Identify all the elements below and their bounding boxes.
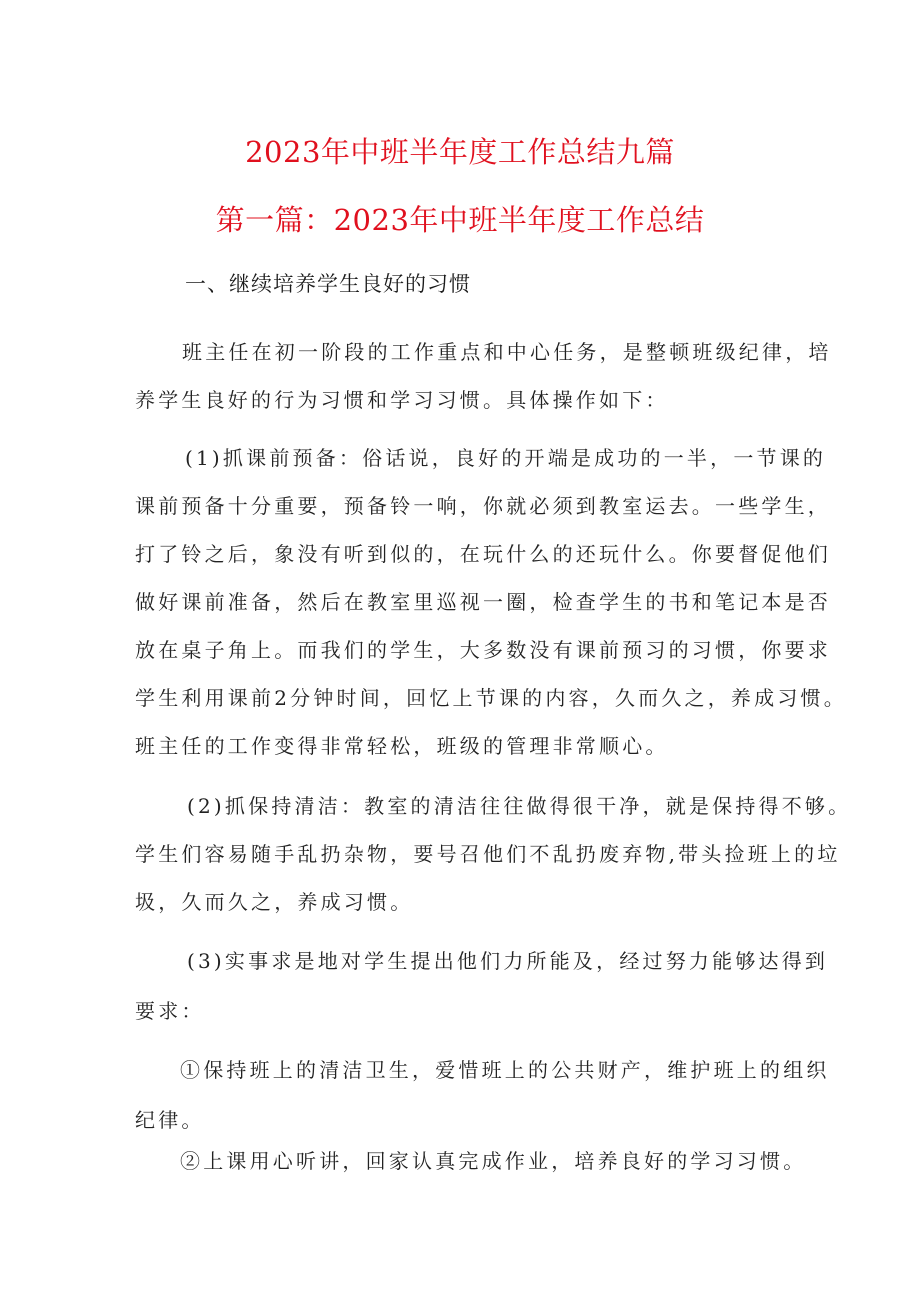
paragraph-line: 班主任的工作变得非常轻松，班级的管理非常顺心。 bbox=[135, 734, 669, 758]
paragraph-line: 纪律。 bbox=[135, 1108, 205, 1132]
paragraph-line: (3)实事求是地对学生提出他们力所能及，经过努力能够达得到 bbox=[187, 949, 829, 973]
paragraph-line: 圾，久而久之，养成习惯。 bbox=[135, 890, 414, 914]
paragraph-line: ②上课用心听讲，回家认真完成作业，培养良好的学习习惯。 bbox=[180, 1149, 807, 1173]
paragraph-line: 班主任在初一阶段的工作重点和中心任务，是整顿班级纪律，培 bbox=[182, 340, 832, 364]
paragraph-line: 课前预备十分重要，预备铃一响，你就必须到教室运去。一些学生， bbox=[135, 494, 831, 518]
paragraph-line: 做好课前准备，然后在教室里巡视一圈，检查学生的书和笔记本是否 bbox=[135, 590, 831, 614]
paragraph-line: 打了铃之后，象没有听到似的，在玩什么的还玩什么。你要督促他们 bbox=[135, 542, 831, 566]
paragraph-line: (2)抓保持清洁：教室的清洁往往做得很干净，就是保持得不够。 bbox=[187, 794, 852, 818]
paragraph-line: (1)抓课前预备：俗话说，良好的开端是成功的一半，一节课的 bbox=[185, 446, 827, 470]
paragraph-line: 学生利用课前2分钟时间，回忆上节课的内容，久而久之，养成习惯。 bbox=[135, 686, 847, 710]
paragraph-line: 要求： bbox=[135, 999, 205, 1023]
document-title: 2023年中班半年度工作总结九篇 bbox=[245, 135, 675, 169]
paragraph-line: ①保持班上的清洁卫生，爱惜班上的公共财产，维护班上的组织 bbox=[180, 1058, 830, 1082]
paragraph-line: 养学生良好的行为习惯和学习习惯。具体操作如下： bbox=[135, 388, 669, 412]
paragraph-line: 放在桌子角上。而我们的学生，大多数没有课前预习的习惯，你要求 bbox=[135, 638, 831, 662]
document-subtitle: 第一篇：2023年中班半年度工作总结 bbox=[215, 203, 705, 237]
section-heading: 一、继续培养学生良好的习惯 bbox=[185, 272, 471, 296]
paragraph-line: 学生们容易随手乱扔杂物，要号召他们不乱扔废弃物,带头捡班上的垃 bbox=[135, 842, 841, 866]
